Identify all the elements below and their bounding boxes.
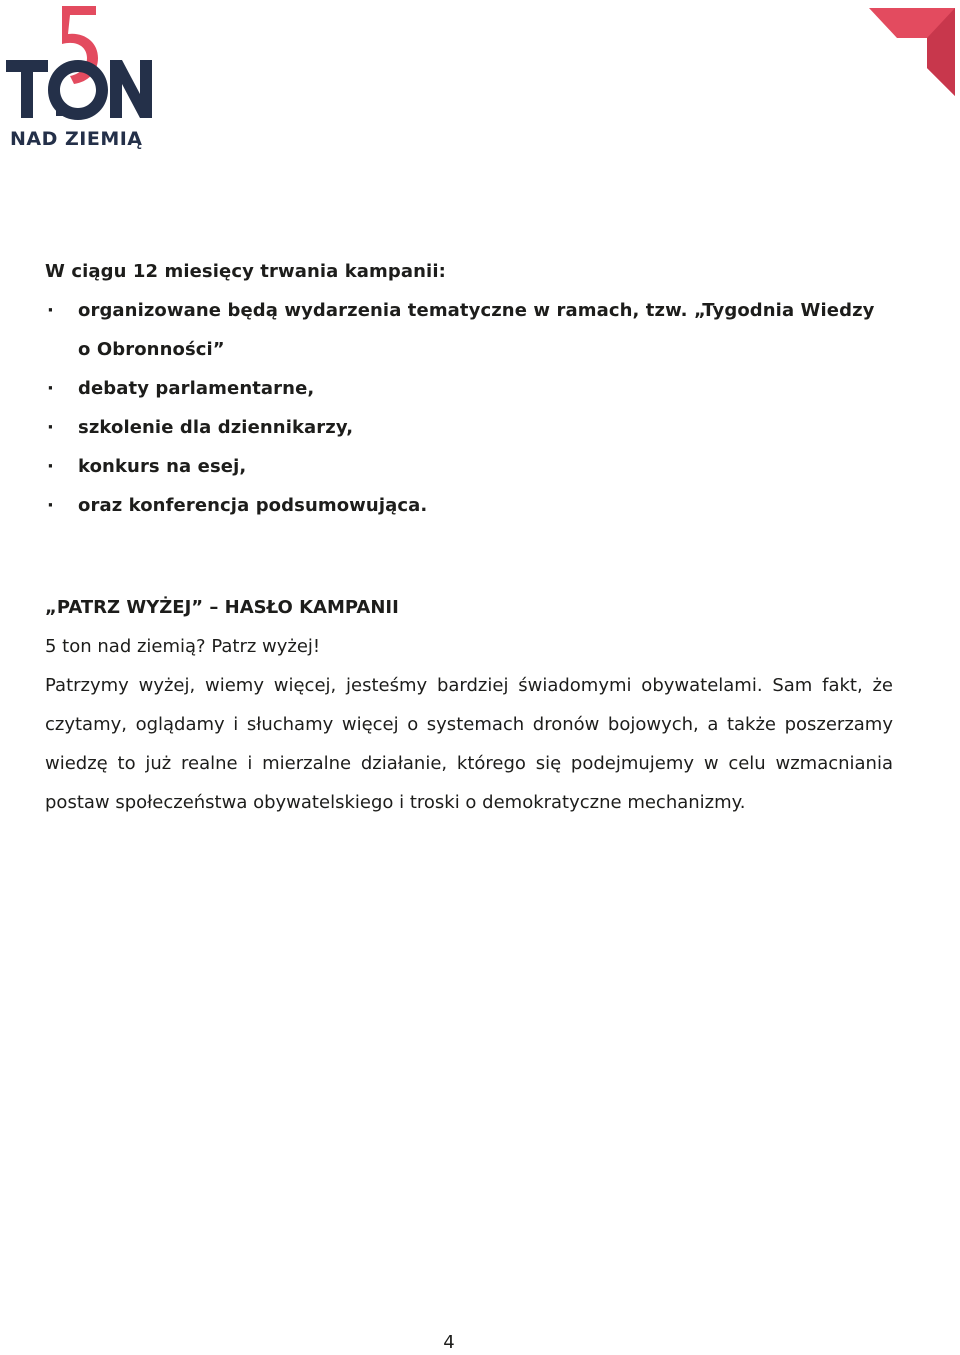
bullet-dot-icon: · xyxy=(47,378,54,399)
corner-triangle-icon xyxy=(869,8,955,96)
logo-letter-t xyxy=(6,60,48,118)
list-item xyxy=(45,408,893,447)
page-number: 4 xyxy=(443,1332,455,1353)
list-item xyxy=(45,447,893,486)
logo-5-ton-nad-ziemia xyxy=(4,6,154,151)
slogan-heading: „PATRZ WYŻEJ” – HASŁO KAMPANII xyxy=(45,597,399,618)
bullet-dot-icon: · xyxy=(47,300,54,321)
list-item-text: organizowane będą wydarzenia tematyczne w ramach, tzw. „Tygodnia Wiedzy o Obronności” xyxy=(78,300,875,360)
list-item-text: debaty parlamentarne, xyxy=(78,378,315,399)
bullet-dot-icon: · xyxy=(47,417,54,438)
list-item xyxy=(45,486,893,525)
campaign-heading: W ciągu 12 miesięcy trwania kampanii: xyxy=(45,261,446,282)
main-content xyxy=(45,252,893,822)
logo-subtitle: NAD ZIEMIĄ xyxy=(10,128,143,150)
description-paragraph: Patrzymy wyżej, wiemy więcej, jesteśmy bardziej świadomymi obywatelami. Sam fakt, że czytamy, oglądamy i słuchamy więcej o systemach dronów bojowych, a także poszerzamy wiedzę to już realne i mierzalne działanie, którego się podejmujemy w celu wzmacniania postaw społeczeństwa obywatelskiego i troski o demokratyczne mechanizmy. xyxy=(45,675,893,813)
list-item-text: konkurs na esej, xyxy=(78,456,247,477)
logo-graphic xyxy=(4,6,154,151)
corner-decoration xyxy=(869,8,955,96)
slogan-text: 5 ton nad ziemią? Patrz wyżej! xyxy=(45,636,321,657)
logo-letter-n xyxy=(110,60,152,118)
events-list xyxy=(45,291,893,525)
list-item xyxy=(45,369,893,408)
bullet-dot-icon: · xyxy=(47,456,54,477)
list-item-text: oraz konferencja podsumowująca. xyxy=(78,495,428,516)
logo-underline xyxy=(56,110,90,116)
list-item xyxy=(45,291,893,369)
bullet-dot-icon: · xyxy=(47,495,54,516)
list-item-text: szkolenie dla dziennikarzy, xyxy=(78,417,354,438)
